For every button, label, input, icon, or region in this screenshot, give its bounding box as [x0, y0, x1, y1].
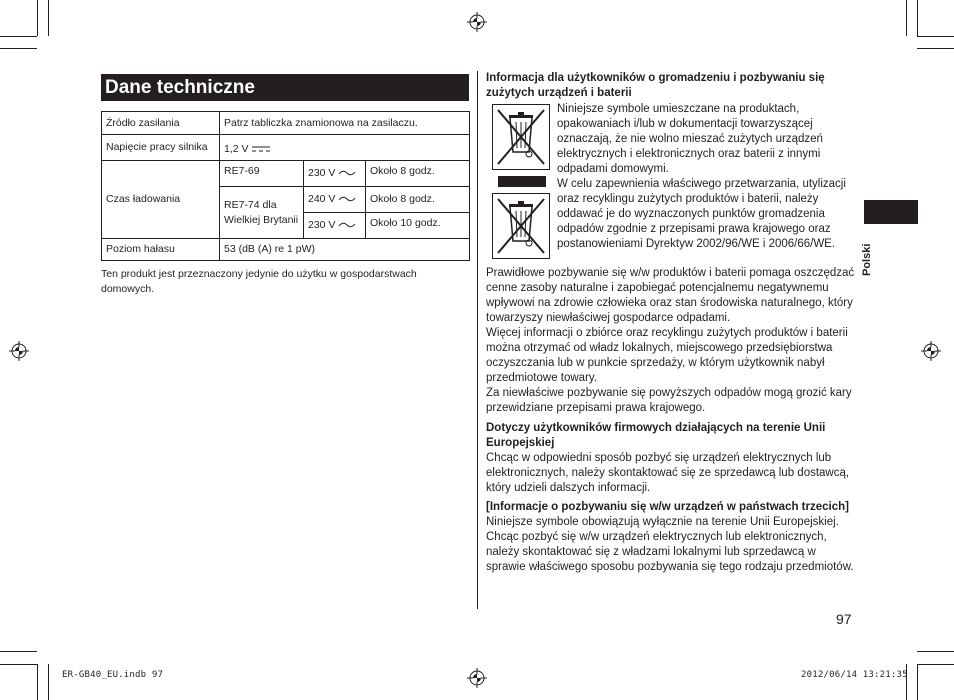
charging-voltage-cell	[304, 161, 366, 187]
crop-mark	[917, 664, 954, 665]
non-eu-paragraph-1: Niniejsze symbole obowiązują wyłącznie na terenie Unii Europejskiej.	[486, 516, 839, 528]
crop-mark	[48, 664, 49, 700]
crop-mark	[917, 36, 954, 37]
non-eu-heading: [Informacje o pozbywaniu się w/w urządzeń w państwach trzecich]	[486, 501, 849, 513]
non-eu-paragraph-2: Chcąc pozbyć się w/w urządzeń elektrycznych lub elektronicznych, należy skontaktować się z władzami lokalnymi lub sprzedawcą w sprawie właściwego sposobu pozbywania się tego rodzaju przedmiotów.	[486, 531, 854, 573]
crop-mark	[37, 0, 38, 36]
motor-voltage-cell	[220, 135, 470, 161]
crop-mark	[0, 48, 37, 49]
noise-label: Poziom hałasu	[102, 239, 220, 261]
footer-file-info: ER-GB40_EU.indb 97	[62, 670, 164, 680]
dc-symbol-icon	[251, 145, 271, 153]
charging-time: Około 8 godz.	[366, 161, 470, 187]
motor-voltage-value: 1,2 V	[224, 143, 249, 155]
charging-model: RE7-69	[220, 161, 304, 187]
registration-mark-icon	[921, 341, 941, 361]
footer-date: 2012/06/14 13:21:35	[801, 670, 908, 680]
crossed-bin-icon	[492, 104, 550, 170]
registration-mark-icon	[467, 668, 487, 688]
charging-time: Około 10 godz.	[366, 213, 470, 239]
spec-table	[101, 111, 470, 261]
language-label: Polski	[861, 243, 873, 277]
separate-collection-bar	[498, 176, 546, 187]
household-use-note: Ten produkt jest przeznaczony jedynie do użytku w gospodarstwach domowych.	[101, 268, 417, 295]
crop-mark	[917, 0, 918, 36]
charging-voltage: 230 V	[308, 219, 336, 231]
charging-time-label: Czas ładowania	[102, 161, 220, 239]
ac-symbol-icon	[338, 195, 356, 203]
registration-mark-icon	[467, 12, 487, 32]
non-eu-section	[486, 500, 858, 575]
table-row	[102, 135, 470, 161]
crop-mark	[917, 664, 918, 700]
crop-mark	[0, 651, 37, 652]
table-row	[102, 161, 470, 187]
disposal-body	[486, 266, 858, 416]
page-number: 97	[836, 611, 852, 627]
charging-voltage-cell	[304, 187, 366, 213]
crop-mark	[37, 664, 38, 700]
more-info-paragraph: Więcej informacji o zbiórce oraz recyklingu zużytych produktów i baterii można otrzymać od władz lokalnych, miejscowego przedsiębiorstwa oczyszczania lub w punkcie sprzedaży, w którym użytkownik nabył przedmiotowe towary.	[486, 327, 848, 384]
crop-mark	[917, 48, 954, 49]
charging-model: RE7-74 dla Wielkiej Brytanii	[220, 187, 304, 239]
crop-mark	[917, 651, 954, 652]
registration-mark-icon	[9, 341, 29, 361]
resources-paragraph: Prawidłowe pozbywanie się w/w produktów i baterii pomaga oszczędzać cenne zasoby naturalne i zapobiegać potencjalnemu negatywnemu wpływowi na zdrowie człowieka oraz stan środowiska naturalnego, który towarzyszy niewłaściwej gospodarce odpadami.	[486, 267, 855, 324]
motor-voltage-label: Napięcie pracy silnika	[102, 135, 220, 161]
crop-mark	[0, 664, 37, 665]
proper-treatment-paragraph: W celu zapewnienia właściwego przetwarzania, utylizacji oraz recyklingu zużytych produktów i baterii, należy oddawać je do wyznaczonych punktów gromadzenia odpadów zgodnie z przepisami prawa krajowego oraz postanowieniami Dyrektyw 2002/96/WE i 2006/66/WE.	[557, 178, 846, 250]
symbols-meaning-paragraph: Niniejsze symbole umieszczane na produktach, opakowaniach i/lub w dokumentacji towarzyszącej oznaczają, że nie wolno mieszać zużytych urządzeń elektrycznych i elektronicznych oraz baterii z innymi odpadami domowymi.	[557, 103, 823, 175]
column-divider	[477, 71, 478, 609]
ac-symbol-icon	[338, 221, 356, 229]
charging-voltage-cell	[304, 213, 366, 239]
charging-voltage: 240 V	[308, 193, 336, 205]
section-title: Dane techniczne	[101, 74, 469, 101]
charging-time: Około 8 godz.	[366, 187, 470, 213]
language-tab-marker	[864, 200, 918, 224]
business-users-heading: Dotyczy użytkowników firmowych działających na terenie Unii Europejskiej	[486, 422, 826, 449]
ac-symbol-icon	[338, 169, 356, 177]
crop-mark	[906, 0, 907, 36]
noise-value: 53 (dB (A) re 1 pW)	[220, 239, 470, 261]
charging-voltage: 230 V	[308, 167, 336, 179]
disposal-heading-text: Informacja dla użytkowników o gromadzeniu i pozbywaniu się zużytych urządzeń i baterii	[486, 72, 825, 99]
business-users-paragraph: Chcąc w odpowiedni sposób pozbyć się urządzeń elektrycznych lub elektronicznych, należy skontaktować się ze sprzedawcą lub dostawcą, który udzieli dalszych informacji.	[486, 452, 850, 494]
crop-mark	[48, 0, 49, 36]
crop-mark	[0, 36, 37, 37]
crossed-bin-battery-icon	[492, 193, 550, 259]
disposal-heading	[486, 71, 856, 101]
table-row	[102, 239, 470, 261]
penalties-paragraph: Za niewłaściwe pozbywanie się powyższych odpadów mogą grozić kary przewidziane przepisami prawa krajowego.	[486, 387, 852, 414]
power-source-label: Źródło zasilania	[102, 112, 220, 135]
business-users-section	[486, 421, 858, 496]
table-row	[102, 112, 470, 135]
power-source-value: Patrz tabliczka znamionowa na zasilaczu.	[220, 112, 470, 135]
